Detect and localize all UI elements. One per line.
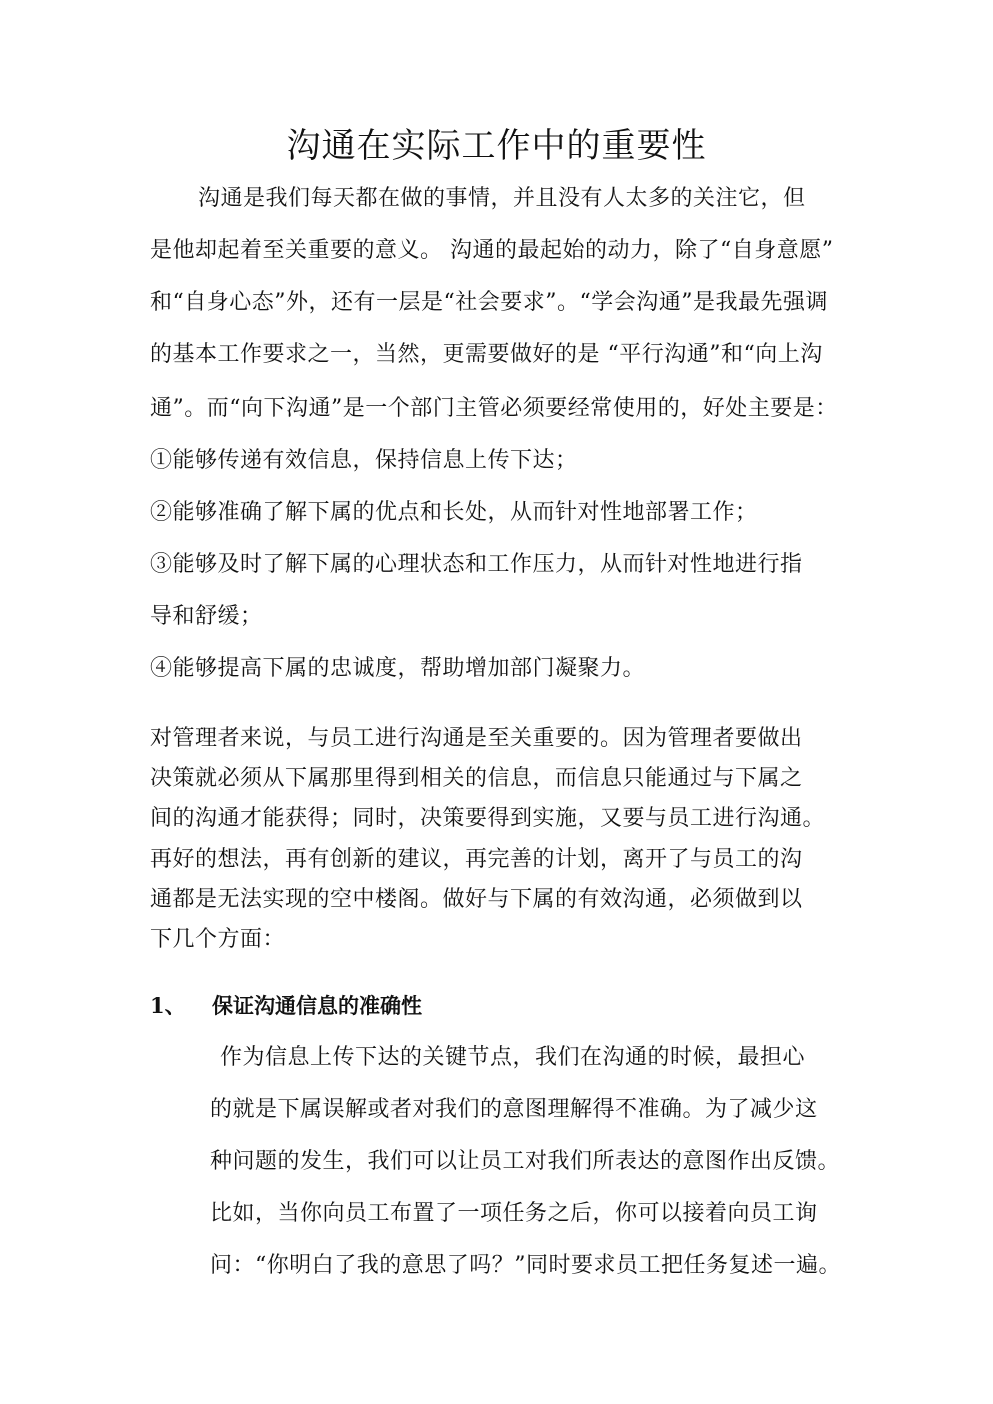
intro-line-5: 通”。而“向下沟通”是一个部门主管必须要经常使用的，好处主要是： — [150, 396, 838, 421]
manager-line-1: 对管理者来说，与员工进行沟通是至关重要的。因为管理者要做出 — [150, 726, 803, 751]
benefit-item-1: ①能够传递有效信息，保持信息上传下达； — [150, 448, 578, 473]
manager-line-3: 间的沟通才能获得；同时，决策要得到实施，又要与员工进行沟通。 — [150, 806, 826, 831]
manager-line-6: 下几个方面： — [150, 927, 286, 952]
benefit-item-4: ④能够提高下属的忠诚度，帮助增加部门凝聚力。 — [150, 656, 646, 681]
section-1-line-1: 作为信息上传下达的关键节点，我们在沟通的时候，最担心 — [220, 1045, 806, 1070]
section-1-number: 1、 — [150, 993, 186, 1018]
intro-line-1: 沟通是我们每天都在做的事情，并且没有人太多的关注它，但 — [198, 186, 806, 211]
intro-line-2: 是他却起着至关重要的意义。 沟通的最起始的动力，除了“自身意愿” — [150, 238, 834, 263]
section-1-line-3: 种问题的发生，我们可以让员工对我们所表达的意图作出反馈。 — [210, 1149, 841, 1174]
manager-line-4: 再好的想法，再有创新的建议，再完善的计划，离开了与员工的沟 — [150, 847, 803, 872]
section-1-line-5: 问：“你明白了我的意思了吗？”同时要求员工把任务复述一遍。 — [210, 1253, 841, 1278]
manager-line-2: 决策就必须从下属那里得到相关的信息，而信息只能通过与下属之 — [150, 766, 803, 791]
benefit-item-3: ③能够及时了解下属的心理状态和工作压力，从而针对性地进行指 — [150, 552, 803, 577]
benefit-item-3-cont: 导和舒缓； — [150, 604, 263, 629]
document-title: 沟通在实际工作中的重要性 — [286, 126, 707, 166]
section-1-line-2: 的就是下属误解或者对我们的意图理解得不准确。为了减少这 — [210, 1097, 818, 1122]
intro-line-4: 的基本工作要求之一，当然，更需要做好的是 “平行沟通”和“向上沟 — [150, 342, 823, 367]
manager-line-5: 通都是无法实现的空中楼阁。做好与下属的有效沟通，必须做到以 — [150, 887, 803, 912]
intro-line-3: 和“自身心态”外，还有一层是“社会要求”。“学会沟通”是我最先强调 — [150, 290, 828, 315]
section-1-line-4: 比如，当你向员工布置了一项任务之后，你可以接着向员工询 — [210, 1201, 818, 1226]
benefit-item-2: ②能够准确了解下属的优点和长处，从而针对性地部署工作； — [150, 500, 758, 525]
section-1-heading: 保证沟通信息的准确性 — [212, 993, 422, 1018]
